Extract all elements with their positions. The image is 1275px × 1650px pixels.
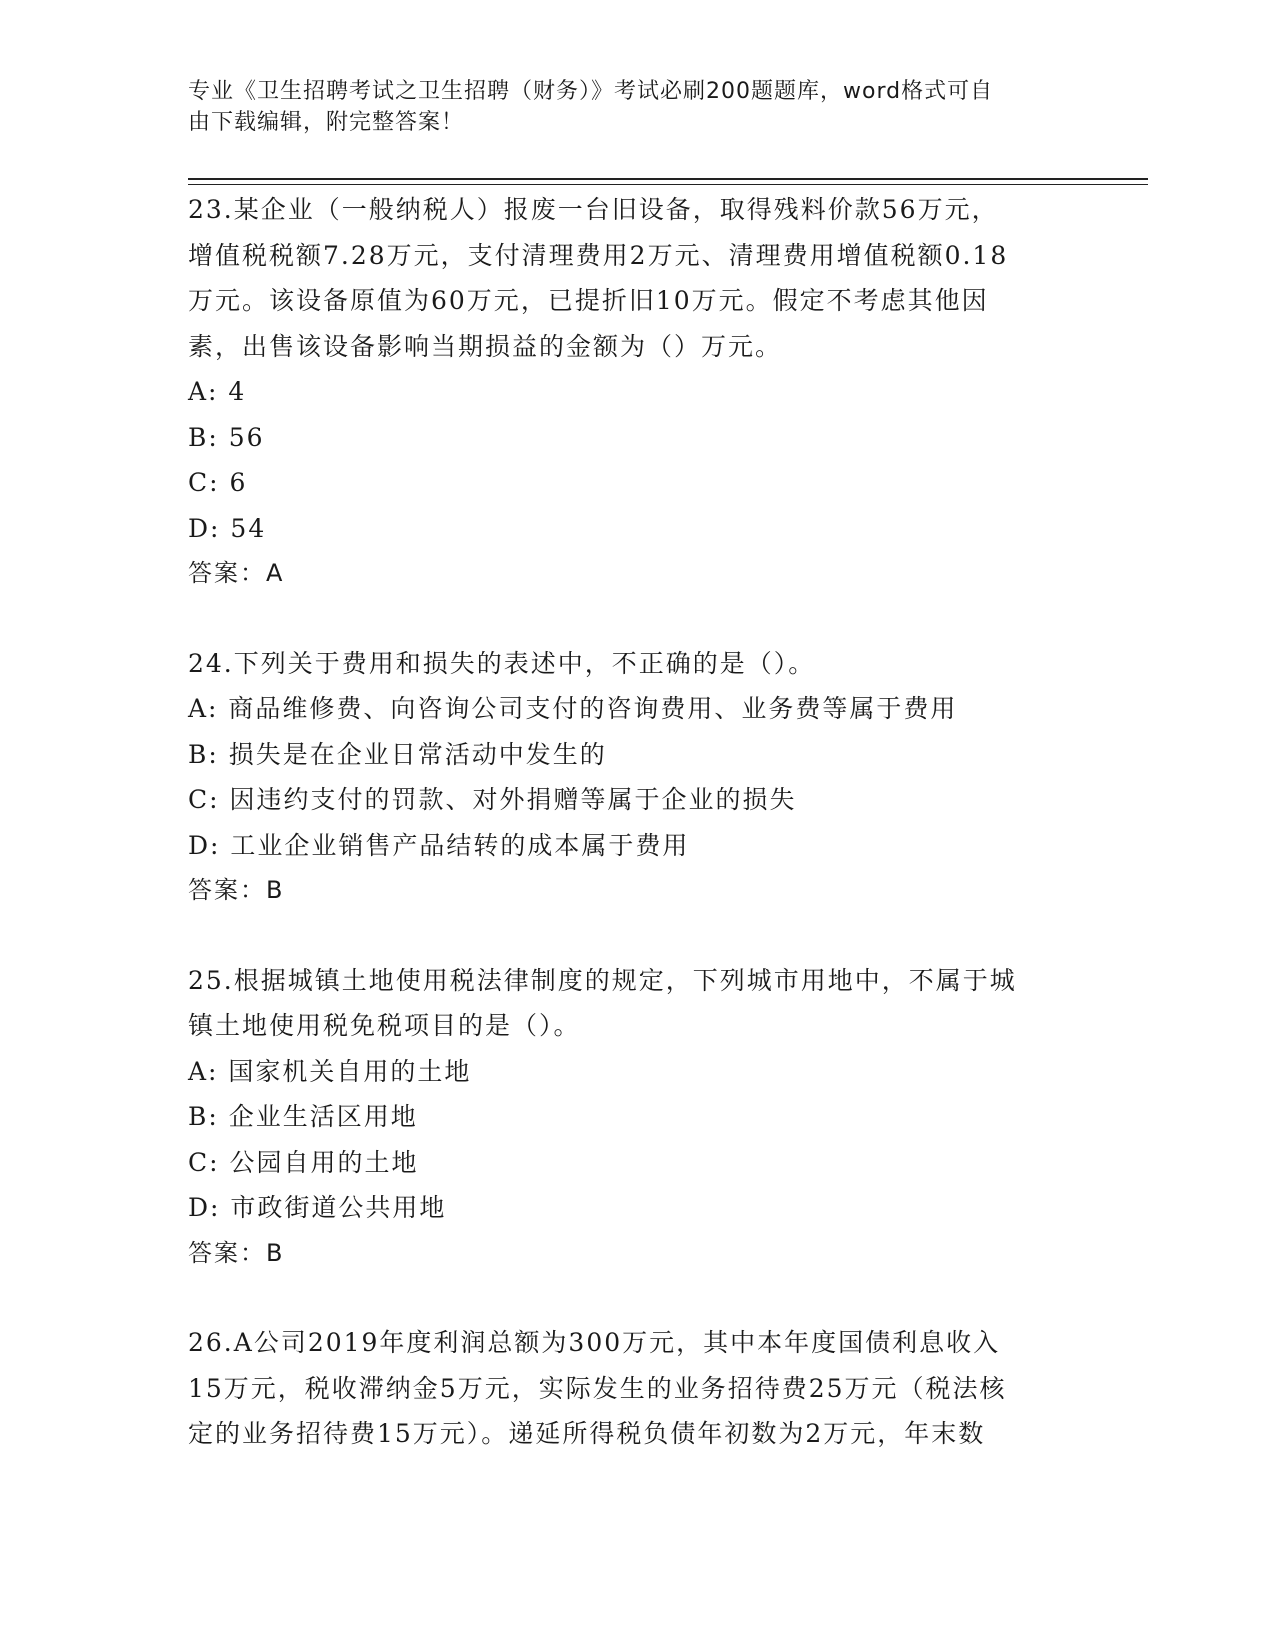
option-a: A: 商品维修费、向咨询公司支付的咨询费用、业务费等属于费用 [188,694,958,723]
header-line-1: 专业《卫生招聘考试之卫生招聘（财务）》考试必刷200题题库，word格式可自 [188,79,994,104]
question-stem-line: 镇土地使用税免税项目的是（）。 [188,1011,581,1040]
document-header [188,76,1068,138]
option-b: B: 企业生活区用地 [188,1102,418,1131]
answer-line: 答案：B [188,1238,285,1267]
question-stem-line: 增值税税额7.28万元，支付清理费用2万元、清理费用增值税额0.18 [188,240,1009,270]
option-c: C: 公园自用的土地 [188,1147,419,1177]
question-stem-line: 定的业务招待费15万元）。递延所得税负债年初数为2万元，年末数 [188,1419,986,1448]
question-spacer [188,1276,1088,1320]
question-spacer [188,914,1088,958]
question-23 [188,187,1088,597]
question-stem-line: 万元。该设备原值为60万元，已提折旧10万元。假定不考虑其他因 [188,286,989,315]
question-stem-line: 23.某企业（一般纳税人）报废一台旧设备，取得残料价款56万元， [188,195,999,224]
header-line-2: 由下载编辑，附完整答案！ [188,110,465,135]
answer-line: 答案：B [188,876,285,904]
option-d: D: 工业企业销售产品结转的成本属于费用 [188,830,690,860]
option-b: B: 损失是在企业日常活动中发生的 [188,739,607,769]
option-a: A: 4 [188,377,247,406]
header-rule-thin [188,184,1148,185]
question-spacer [188,597,1088,641]
option-d: D: 54 [188,513,267,543]
answer-line: 答案：A [188,559,285,587]
option-b: B: 56 [188,422,265,452]
question-stem-line: 24.下列关于费用和损失的表述中，不正确的是（）。 [188,648,816,678]
question-stem-line: 25.根据城镇土地使用税法律制度的规定，下列城市用地中，不属于城 [188,965,1017,995]
question-stem-line: 素，出售该设备影响当期损益的金额为（）万元。 [188,331,783,361]
question-25 [188,958,1088,1277]
question-26 [188,1320,1088,1457]
question-list [188,187,1088,1457]
option-c: C: 6 [188,468,248,497]
header-rule-thick [188,178,1148,180]
option-c: C: 因违约支付的罚款、对外捐赠等属于企业的损失 [188,785,797,814]
option-a: A: 国家机关自用的土地 [188,1056,472,1086]
question-stem-line: 26.A公司2019年度利润总额为300万元，其中本年度国债利息收入 [188,1328,1001,1357]
option-d: D: 市政街道公共用地 [188,1193,447,1222]
question-24 [188,641,1088,914]
question-stem-line: 15万元，税收滞纳金5万元，实际发生的业务招待费25万元（税法核 [188,1373,1007,1403]
